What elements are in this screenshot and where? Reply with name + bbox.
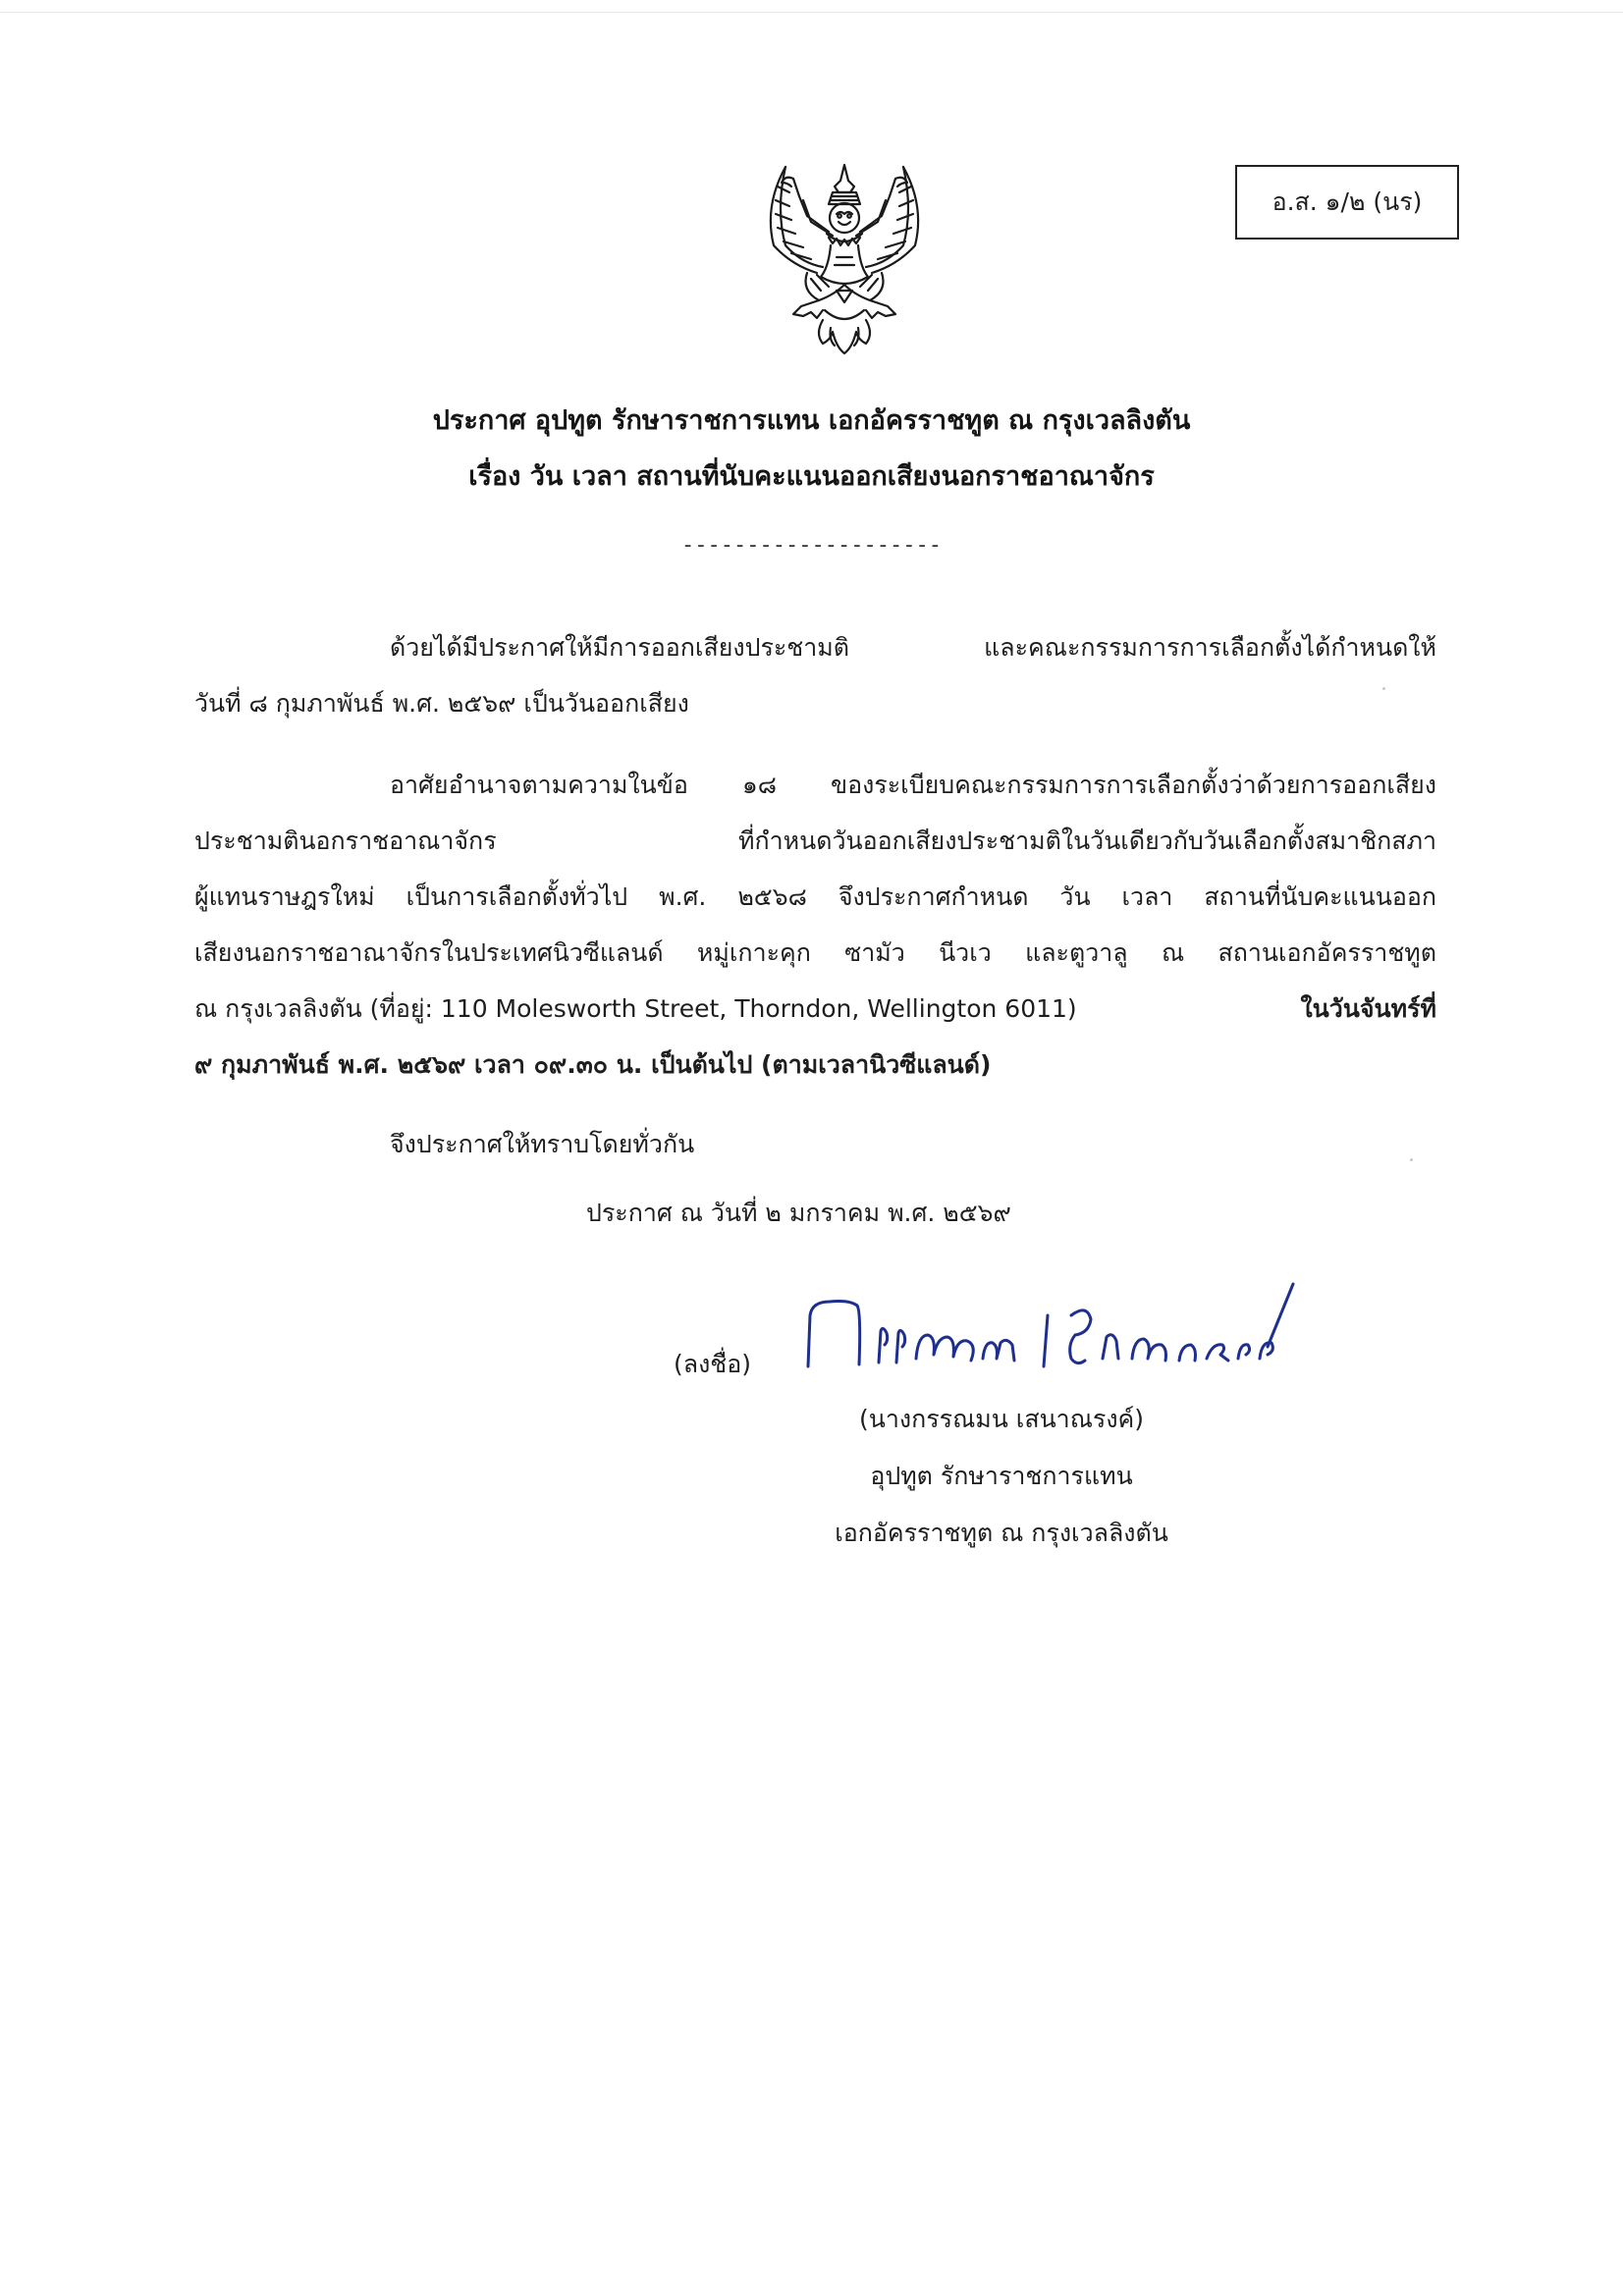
count-date-time: ๙ กุมภาพันธ์ พ.ศ. ๒๕๖๙ เวลา ๐๙.๓๐ น. เป็นต้นไป (ตามเวลานิวซีแลนด์) [194, 1050, 992, 1079]
signatory-title-line-1: อุปทูต รักษาราชการแทน [870, 1462, 1133, 1490]
form-code: อ.ส. ๑/๒ (นร) [1271, 187, 1423, 216]
signature-label: (ลงชื่อ) [674, 1350, 752, 1378]
scan-speck [1382, 687, 1385, 690]
paragraph-2-line-5 [194, 989, 1436, 1029]
form-code-box [1235, 165, 1459, 240]
closing-statement: จึงประกาศให้ทราบโดยทั่วกัน [390, 1130, 695, 1158]
scan-speck [1410, 1158, 1413, 1161]
paragraph-2-line-2: ประชามตินอกราชอาณาจักร ที่กำหนดวันออกเสียงประชามติในวันเดียวกับวันเลือกตั้งสมาชิกสภา [194, 827, 1436, 855]
paragraph-1-line-2: วันที่ ๘ กุมภาพันธ์ พ.ศ. ๒๕๖๙ เป็นวันออกเสียง [194, 689, 689, 718]
garuda-emblem-icon [746, 147, 943, 368]
count-date-start: ในวันจันทร์ที่ [1300, 994, 1436, 1023]
paragraph-2-line-1: อาศัยอำนาจตามความในข้อ ๑๘ ของระเบียบคณะกรรมการการเลือกตั้งว่าด้วยการออกเสียง [390, 771, 1436, 799]
signatory-name: (นางกรรณมน เสนาณรงค์) [858, 1405, 1145, 1433]
announcement-title: ประกาศ อุปทูต รักษาราชการแทน เอกอัครราชทูต ณ กรุงเวลลิงตัน [432, 405, 1191, 436]
address-text: ณ กรุงเวลลิงตัน (ที่อยู่: 110 Molesworth Street, Thorndon, Wellington 6011) [194, 994, 1077, 1023]
page-top-edge [0, 12, 1623, 13]
heading-separator: -------------------- [681, 533, 942, 558]
paragraph-2-line-4: เสียงนอกราชอาณาจักรในประเทศนิวซีแลนด์ หมู่เกาะคุก ซามัว นีวเว และตูวาลู ณ สถานเอกอัครราชทูต [194, 938, 1436, 967]
signatory-title-line-2: เอกอัครราชทูต ณ กรุงเวลลิงตัน [835, 1519, 1168, 1547]
paragraph-1-line-1: ด้วยได้มีประกาศให้มีการออกเสียงประชามติ และคณะกรรมการการเลือกตั้งได้กำหนดให้ [390, 633, 1436, 662]
announcement-subject: เรื่อง วัน เวลา สถานที่นับคะแนนออกเสียงนอกราชอาณาจักร [468, 461, 1155, 492]
handwritten-signature-icon [790, 1276, 1301, 1389]
announcement-date: ประกาศ ณ วันที่ ๒ มกราคม พ.ศ. ๒๕๖๙ [586, 1199, 1011, 1227]
paragraph-2-line-3: ผู้แทนราษฎรใหม่ เป็นการเลือกตั้งทั่วไป พ.ศ. ๒๕๖๘ จึงประกาศกำหนด วัน เวลา สถานที่นับคะแนนออก [194, 882, 1436, 911]
